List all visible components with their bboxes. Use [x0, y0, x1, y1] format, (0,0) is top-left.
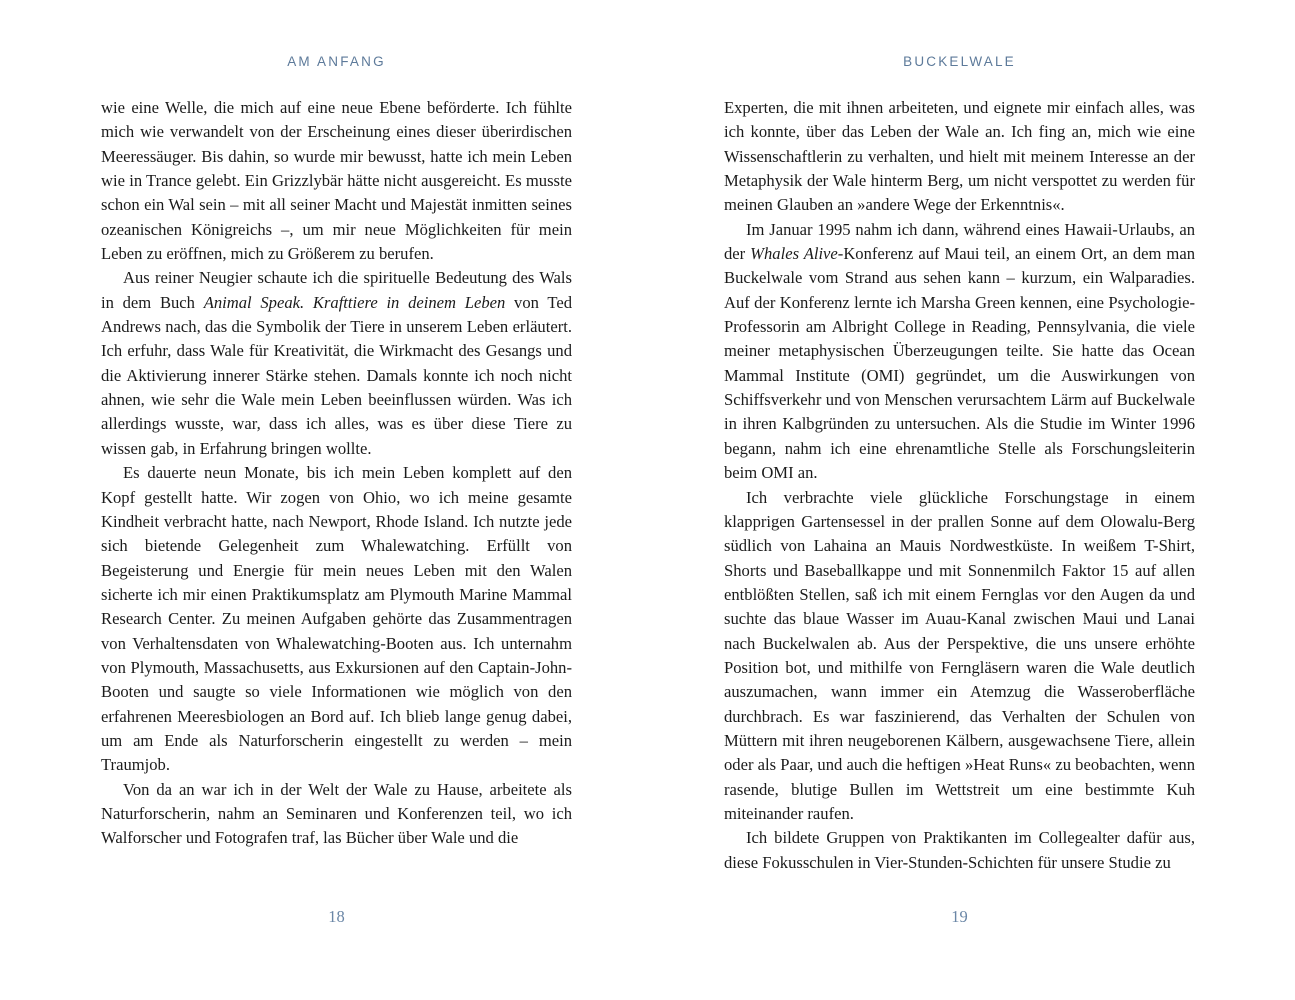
text-span: von Ted Andrews nach, das die Symbolik der Tiere in unserem Leben erläutert. Ich erfuhr, dass Wale für Kreativität, die Wirkmacht des Gesangs und die Aktivierung innerer Stärke stehen. Damals konnte ich noch nicht ahnen, wie sehr die Wale mein Leben beeinflussen würden. Was ich allerdings wusste, war, dass ich alles, was es über diese Tiere zu wissen gab, in Erfahrung bringen wollte. — [101, 292, 572, 458]
text-span: Von da an war ich in der Welt der Wale zu Hause, arbeitete als Naturforscherin, nahm an Seminaren und Konferenzen teil, wo ich Walforscher und Fotografen traf, las Bücher über Wale und die — [101, 779, 572, 848]
paragraph — [724, 96, 1195, 218]
paragraph — [724, 486, 1195, 827]
text-span: Experten, die mit ihnen arbeiteten, und eignete mir einfach alles, was ich konnte, über das Leben der Wale an. Ich fing an, mich wie eine Wissenschaftlerin zu verhalten, und hielt mit meinem Interesse an der Metaphysik der Wale hinterm Berg, um nicht verspottet zu werden für meinen Glauben an »andere Wege der Erkenntnis«. — [724, 98, 1195, 215]
paragraph — [724, 826, 1195, 875]
paragraph — [101, 461, 572, 777]
text-span: wie eine Welle, die mich auf eine neue Ebene beförderte. Ich fühlte mich wie verwandelt von der Erscheinung eines dieser überirdischen Meeressäuger. Bis dahin, so wurde mir bewusst, hatte ich mein Leben wie in Trance gelebt. Ein Grizzlybär hätte nicht ausgereicht. Es musste schon ein Wal sein – mit all seiner Macht und Majestät inmitten seines ozeanischen Königreichs –, um mir neue Möglichkeiten für mein Leben zu eröffnen, mich zu Größerem zu berufen. — [101, 98, 572, 264]
body-text — [724, 96, 1195, 875]
paragraph — [101, 778, 572, 851]
right-page — [724, 0, 1195, 1000]
conference-title: Whales Alive — [750, 244, 838, 264]
page-number: 18 — [328, 907, 345, 926]
paragraph — [724, 218, 1195, 486]
page-number: 19 — [951, 907, 968, 926]
paragraph — [101, 266, 572, 461]
text-span: Aus reiner Neugier schaute ich die spirituelle Bedeutung des Wals in dem Buch — [101, 268, 572, 312]
running-head: BUCKELWALE — [903, 54, 1016, 69]
text-span: Ich bildete Gruppen von Praktikanten im Collegealter dafür aus, diese Fokusschulen in Vier-Stunden-Schichten für unsere Studie zu — [724, 828, 1195, 872]
left-page — [101, 0, 572, 1000]
text-span: -Konferenz auf Maui teil, an einem Ort, an dem man Buckelwale vom Strand aus sehen kann – kurzum, ein Walparadies. Auf der Konferenz lernte ich Marsha Green kennen, eine Psychologie-Professorin am Albright College in Reading, Pennsylvania, die viele meiner metaphysischen Überzeugungen teilte. Sie hatte das Ocean Mammal Institute (OMI) gegründet, um die Auswirkungen von Schiffsverkehr und von Menschen verursachtem Lärm auf Buckelwale in ihren Kalbgründen zu untersuchen. Als die Studie im Winter 1996 begann, nahm ich eine ehrenamtliche Stelle als Forschungsleiterin beim OMI an. — [724, 244, 1195, 483]
book-title: Animal Speak. Krafttiere in deinem Leben — [203, 292, 506, 312]
paragraph — [101, 96, 572, 266]
text-span: Im Januar 1995 nahm ich dann, während eines Hawaii-Urlaubs, an der — [724, 219, 1195, 264]
text-span: Es dauerte neun Monate, bis ich mein Leben komplett auf den Kopf gestellt hatte. Wir zogen von Ohio, wo ich meine gesamte Kindheit verbracht hatte, nach Newport, Rhode Island. Ich nutzte jede sich bietende Gelegenheit zum Whalewatching. Erfüllt von Begeisterung und Energie für mein neues Leben mit den Walen sicherte ich mir einen Praktikumsplatz am Plymouth Marine Mammal Research Center. Zu meinen Aufgaben gehörte das Zusammentragen von Verhaltensdaten von Whalewatching-Booten aus. Ich unternahm von Plymouth, Massachusetts, aus Exkursionen auf den Captain-John-Booten und saugte so viele Informationen wie möglich von den erfahrenen Meeresbiologen an Bord auf. Ich blieb lange genug dabei, um am Ende als Naturforscherin eingestellt zu werden – mein Traumjob. — [101, 463, 572, 775]
text-span: Ich verbrachte viele glückliche Forschungstage in einem klapprigen Gartensessel in der prallen Sonne auf dem Olowalu-Berg südlich von Lahaina an Mauis Nordwestküste. In weißem T-Shirt, Shorts und Baseballkappe und mit Sonnenmilch Faktor 15 auf allen entblößten Stellen, saß ich mit einem Fernglas vor den Augen da und suchte das blaue Wasser im Auau-Kanal zwischen Maui und Lanai nach Buckelwalen ab. Aus der Perspektive, die uns unsere erhöhte Position bot, und mithilfe von Ferngläsern waren die Wale deutlich auszumachen, wann immer ein Atemzug die Wasseroberfläche durchbrach. Es war faszinierend, das Verhalten der Schulen von Müttern mit ihren neugeborenen Kälbern, ausgewachsene Tiere, allein oder als Paar, und auch die heftigen »Heat Runs« zu beobachten, wenn rasende, blutige Bullen im Wettstreit um eine bestimmte Kuh miteinander raufen. — [724, 487, 1195, 823]
running-head: AM ANFANG — [287, 54, 386, 69]
body-text — [101, 96, 572, 851]
